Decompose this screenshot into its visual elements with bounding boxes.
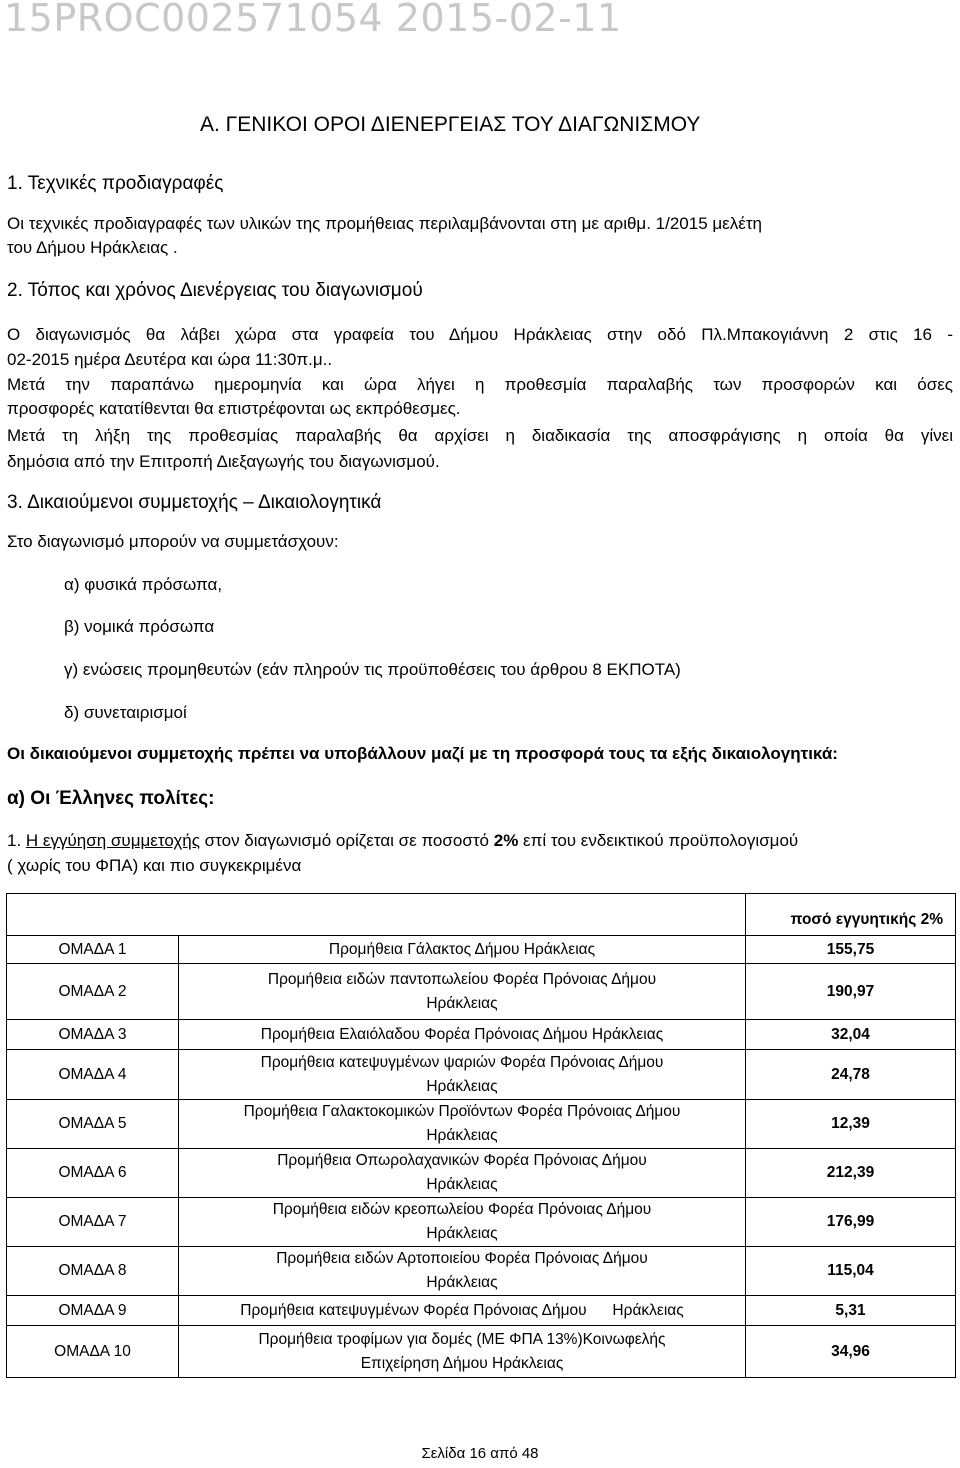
guarantee-term: Η εγγύηση συμμετοχής — [25, 831, 200, 850]
guarantee-text: στον διαγωνισμό ορίζεται σε ποσοστό — [199, 831, 494, 850]
group-cell: ΟΜΑΔΑ 5 — [7, 1100, 179, 1149]
table-row — [7, 1198, 956, 1247]
amount-cell: 155,75 — [746, 936, 956, 964]
specs-line-1: Οι τεχνικές προδιαγραφές των υλικών της προμήθειας περιλαμβάνονται στη με αριθμ. 1/2015 μελέτη — [7, 214, 763, 233]
description-cell — [179, 1198, 746, 1247]
place-line-3: Μετά την παραπάνω ημερομηνία και ώρα λήγει η προθεσμία παραλαβής των προσφορών και όσες — [7, 375, 953, 394]
description-line: Προμήθεια κατεψυγμένων Φορέα Πρόνοιας Δήμου Ηράκλειας — [240, 1301, 684, 1319]
description-line: Ηράκλειας — [426, 1225, 498, 1242]
description-cell — [179, 964, 746, 1020]
group-cell: ΟΜΑΔΑ 7 — [7, 1198, 179, 1247]
table-row — [7, 1247, 956, 1296]
group-cell: ΟΜΑΔΑ 3 — [7, 1020, 179, 1050]
place-line-4: προσφορές κατατίθενται θα επιστρέφονται ως εκπρόθεσμες. — [7, 399, 461, 418]
heading-technical-specs: 1. Τεχνικές προδιαγραφές — [7, 173, 224, 194]
table-row — [7, 1050, 956, 1100]
table-row — [7, 964, 956, 1020]
eligibility-item: α) φυσικά πρόσωπα, — [64, 575, 223, 594]
amount-cell: 190,97 — [746, 964, 956, 1020]
guarantee-table — [6, 893, 956, 1378]
description-cell — [179, 1050, 746, 1100]
description-cell — [179, 1296, 746, 1326]
description-line: Ηράκλειας — [426, 994, 498, 1012]
description-line: Προμήθεια ειδών Αρτοποιείου Φορέα Πρόνοιας Δήμου — [276, 1250, 648, 1267]
heading-eligibility: 3. Δικαιούμενοι συμμετοχής – Δικαιολογητικά — [7, 492, 382, 513]
greek-citizens-subheading: α) Οι Έλληνες πολίτες: — [7, 788, 215, 809]
heading-place-time: 2. Τόπος και χρόνος Διενέργειας του διαγωνισμού — [7, 280, 423, 301]
group-cell: ΟΜΑΔΑ 9 — [7, 1296, 179, 1326]
description-line: Προμήθεια Ελαιόλαδου Φορέα Πρόνοιας Δήμου Ηράκλειας — [260, 1025, 664, 1043]
table-header-amount: ποσό εγγυητικής 2% — [746, 894, 956, 936]
group-cell: ΟΜΑΔΑ 8 — [7, 1247, 179, 1296]
guarantee-text-end: επί του ενδεικτικού προϋπολογισμού — [518, 831, 799, 850]
amount-cell: 32,04 — [746, 1020, 956, 1050]
table-header-row — [7, 894, 956, 936]
description-line: Προμήθεια ειδών παντοπωλείου Φορέα Πρόνοιας Δήμου — [267, 970, 657, 988]
table-row — [7, 1296, 956, 1326]
description-line: Ηράκλειας — [426, 1176, 498, 1193]
eligibility-intro: Στο διαγωνισμό μπορούν να συμμετάσχουν: — [7, 532, 339, 551]
eligibility-item: β) νομικά πρόσωπα — [64, 617, 215, 636]
description-cell — [179, 1149, 746, 1198]
description-line: Προμήθεια Οπωρολαχανικών Φορέα Πρόνοιας Δήμου — [277, 1152, 647, 1169]
description-line: Ηράκλειας — [426, 1127, 498, 1144]
eligibility-item: δ) συνεταιρισμοί — [64, 703, 187, 722]
amount-cell: 115,04 — [746, 1247, 956, 1296]
section-title: Α. ΓΕΝΙΚΟΙ ΟΡΟΙ ΔΙΕΝΕΡΓΕΙΑΣ ΤΟΥ ΔΙΑΓΩΝΙΣΜΟΥ — [200, 113, 701, 136]
guarantee-paragraph-line-1 — [7, 829, 798, 853]
page-number: Σελίδα 16 από 48 — [421, 1445, 539, 1462]
guarantee-paragraph-line-2: ( χωρίς του ΦΠΑ) και πιο συγκεκριμένα — [7, 856, 302, 875]
table-row — [7, 936, 956, 964]
group-cell: ΟΜΑΔΑ 6 — [7, 1149, 179, 1198]
description-cell — [179, 1100, 746, 1149]
description-line: Προμήθεια Γάλακτος Δήμου Ηράκλειας — [328, 940, 596, 958]
group-cell: ΟΜΑΔΑ 10 — [7, 1326, 179, 1378]
table-row — [7, 1149, 956, 1198]
description-line: Ηράκλειας — [426, 1274, 498, 1291]
table-row — [7, 1020, 956, 1050]
place-line-2: 02-2015 ημέρα Δευτέρα και ώρα 11:30π.μ.. — [7, 350, 333, 369]
place-line-1: Ο διαγωνισμός θα λάβει χώρα στα γραφεία του Δήμου Ηράκλειας στην οδό Πλ.Μπακογιάννη 2 στις 16 - — [7, 325, 953, 344]
description-line: Προμήθεια Γαλακτοκομικών Προϊόντων Φορέα Πρόνοιας Δήμου — [243, 1103, 681, 1120]
group-cell: ΟΜΑΔΑ 4 — [7, 1050, 179, 1100]
description-line: Ηράκλειας — [426, 1077, 498, 1095]
eligibility-item: γ) ενώσεις προμηθευτών (εάν πληρούν τις προϋποθέσεις του άρθρου 8 ΕΚΠΟΤΑ) — [64, 660, 681, 679]
amount-cell: 12,39 — [746, 1100, 956, 1149]
amount-cell: 176,99 — [746, 1198, 956, 1247]
table-row — [7, 1100, 956, 1149]
description-cell — [179, 1326, 746, 1378]
description-line: Προμήθεια ειδών κρεοπωλείου Φορέα Πρόνοιας Δήμου — [272, 1201, 652, 1218]
description-cell — [179, 1247, 746, 1296]
amount-cell: 5,31 — [746, 1296, 956, 1326]
guarantee-percentage: 2% — [493, 831, 519, 850]
required-docs-statement: Οι δικαιούμενοι συμμετοχής πρέπει να υποβάλλουν μαζί με τη προσφορά τους τα εξής δικαιολογητικά: — [7, 744, 838, 763]
table-row — [7, 1326, 956, 1378]
place-line-6: δημόσια από την Επιτροπή Διεξαγωγής του διαγωνισμού. — [7, 452, 440, 471]
description-line: Επιχείρηση Δήμου Ηράκλειας — [360, 1354, 564, 1372]
description-cell — [179, 1020, 746, 1050]
description-line: Προμήθεια κατεψυγμένων ψαριών Φορέα Πρόνοιας Δήμου — [260, 1053, 664, 1071]
guarantee-number: 1. — [7, 831, 26, 850]
place-line-5: Μετά τη λήξη της προθεσμίας παραλαβής θα αρχίσει η διαδικασία της αποσφράγισης η οποία θα γίνει — [7, 426, 953, 445]
amount-cell: 24,78 — [746, 1050, 956, 1100]
amount-cell: 34,96 — [746, 1326, 956, 1378]
amount-cell: 212,39 — [746, 1149, 956, 1198]
description-cell — [179, 936, 746, 964]
group-cell: ΟΜΑΔΑ 1 — [7, 936, 179, 964]
table-header-empty — [7, 894, 746, 936]
group-cell: ΟΜΑΔΑ 2 — [7, 964, 179, 1020]
description-line: Προμήθεια τροφίμων για δομές (ΜΕ ΦΠΑ 13%)Κοινωφελής — [258, 1330, 666, 1348]
specs-line-2: του Δήμου Ηράκλειας . — [7, 238, 178, 257]
document-id-watermark: 15PROC002571054 2015-02-11 — [4, 0, 622, 40]
